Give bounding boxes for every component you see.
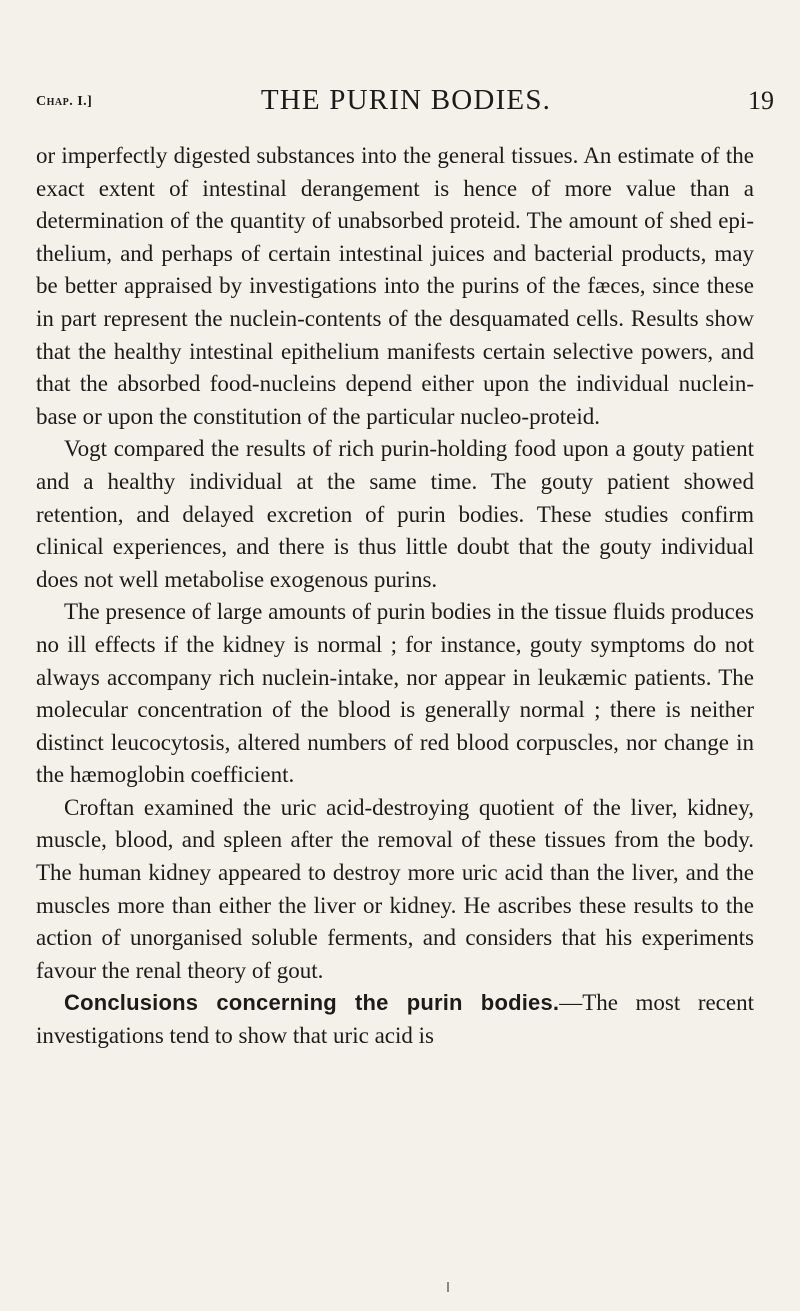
chapter-label: Chap. I.] <box>36 94 93 109</box>
running-head <box>36 84 776 124</box>
body-text <box>36 140 754 1053</box>
section-heading: Conclusions concerning the purin bodies. <box>64 990 560 1016</box>
paragraph-vogt: Vogt compared the results of rich purin-holding food upon a gouty patient and a healthy individual at the same time. The gouty patient showed retention, and delayed excretion of purin bodies. These studies confirm clinical experiences, and there is thus little doubt that the gouty individual does not well metabolise exogenous purins. <box>36 436 754 592</box>
page-number: 19 <box>748 86 774 115</box>
print-mark <box>447 1282 449 1292</box>
paragraph-tissue-fluids: The presence of large amounts of purin bodies in the tissue fluids produces no ill effects if the kidney is normal ; for instance, gouty symptoms do not always accompany rich nuclein-intake, nor appear in leukæmic patients. The molecular concentration of the blood is generally normal ; there is neither distinct leucocytosis, altered numbers of red blood corpuscles, nor change in the hæmoglobin coefficient. <box>36 599 754 788</box>
page-title: THE PURIN BODIES. <box>260 84 552 116</box>
paragraph-conclusions <box>36 987 754 1052</box>
paragraph-croftan: Croftan examined the uric acid-destroying quotient of the liver, kidney, muscle, blood, and spleen after the removal of these tissues from the body. The human kidney appeared to destroy more uric acid than the liver, and the muscles more than either the liver or kidney. He ascribes these results to the action of unorganised soluble ferments, and considers that his experiments favour the renal theory of gout. <box>36 794 754 983</box>
conclusion-text: —The most recent investigations tend to show that uric acid is <box>36 990 754 1049</box>
paragraph-continuation: or imperfectly digested substances into the general tissues. An estimate of the exact extent of intestinal derangement is hence of more value than a determination of the quantity of unabsorbed proteid. The amount of shed epithelium, and perhaps of certain intestinal juices and bacterial products, may be better appraised by investigations into the purins of the fæces, since these in part represent the nuclein-contents of the desquamated cells. Results show that the healthy intestinal epithelium manifests certain selective powers, and that the absorbed food-nucleins depend either upon the individual nuclein-base or upon the constitution of the particular nucleo-proteid. <box>36 143 754 429</box>
